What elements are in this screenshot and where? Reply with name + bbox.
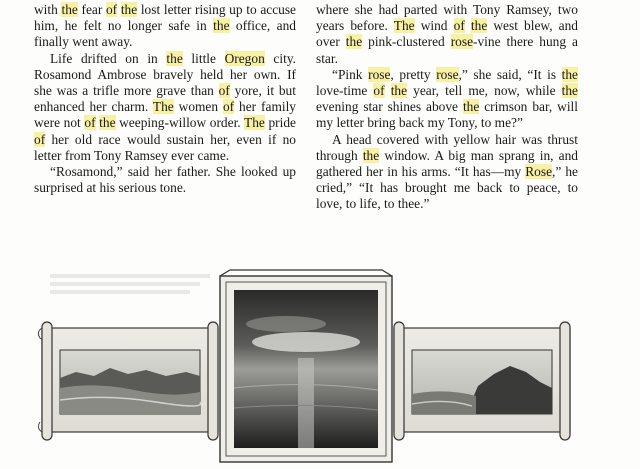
text-run: weeping-willow order. xyxy=(115,115,245,131)
highlighted-word: of xyxy=(218,83,230,99)
paragraph xyxy=(34,164,296,196)
paragraph xyxy=(316,67,578,132)
paragraph xyxy=(316,132,578,213)
text-run xyxy=(385,83,391,98)
highlighted-word: of xyxy=(222,99,235,115)
text-run: with xyxy=(34,2,62,17)
text-run: her family were not xyxy=(34,99,296,131)
center-framed-panel xyxy=(220,270,392,462)
highlighted-word: the xyxy=(120,2,138,17)
left-scroll-panel xyxy=(38,322,218,440)
highlighted-word: The xyxy=(244,115,265,131)
text-run: A head covered with yellow hair was thrust through xyxy=(316,131,578,163)
text-run: little xyxy=(182,50,225,66)
highlighted-word: The xyxy=(152,99,174,115)
highlighted-word: of xyxy=(453,18,465,34)
highlighted-word: of xyxy=(105,2,118,17)
text-run: love-time xyxy=(316,83,374,99)
highlighted-word: rose xyxy=(450,34,474,50)
article-column-right xyxy=(316,2,578,213)
text-run: Life drifted on in xyxy=(50,50,167,66)
text-run: yore, it but enhanced her charm. xyxy=(34,83,296,115)
text-run: pink-clustered xyxy=(362,34,451,50)
text-run: her old race would sustain her, even if no letter from Tony Ramsey ever came. xyxy=(34,131,296,163)
highlighted-word: of xyxy=(34,131,46,147)
text-run: office, and finally went away. xyxy=(34,18,297,50)
highlighted-word: the xyxy=(345,34,363,50)
text-run: crimson bar, will my letter bring back my Tony, to me?” xyxy=(316,99,578,131)
text-run: “Pink xyxy=(332,66,369,82)
highlighted-word: the xyxy=(561,83,578,99)
highlighted-word: the xyxy=(561,66,578,82)
highlighted-word: the xyxy=(166,50,183,66)
highlighted-word: The xyxy=(393,18,415,34)
text-run: ,” he cried,” “It has brought me back to peace, to love, to life, to thee.” xyxy=(316,164,578,212)
text-run: pride xyxy=(264,115,296,131)
text-run: “Rosamond,” said her father. She looked up surprised at his serious tone. xyxy=(34,164,296,196)
text-run: , pretty xyxy=(390,66,437,82)
text-run: evening star shines above xyxy=(316,99,463,115)
text-run: west blew, and over xyxy=(316,18,578,50)
paragraph xyxy=(34,2,296,51)
highlighted-word: of xyxy=(84,115,96,131)
text-run: wind xyxy=(414,18,454,34)
text-run: lost letter rising up to accuse him, he felt no longer safe in xyxy=(34,2,296,34)
text-run: -vine there hung a star. xyxy=(316,34,578,66)
highlighted-word: rose xyxy=(368,66,391,82)
highlighted-word: rose xyxy=(436,66,459,82)
paragraph xyxy=(316,2,578,67)
decorative-illustration xyxy=(36,268,576,464)
article-column-left xyxy=(34,2,296,196)
highlighted-word: the xyxy=(61,2,78,17)
highlighted-word: Rose xyxy=(525,164,553,180)
text-run xyxy=(465,18,471,33)
right-scroll-panel xyxy=(394,322,570,440)
text-run: year, tell me, now, while xyxy=(407,83,562,99)
text-run: where she had parted with Tony Ramsey, two years before. xyxy=(316,2,578,34)
highlighted-word: the xyxy=(213,18,230,34)
highlighted-word: the xyxy=(390,83,408,99)
text-run: fear xyxy=(77,2,106,17)
highlighted-word: the xyxy=(470,18,488,34)
text-run: women xyxy=(173,99,223,115)
text-run: ,” she said, “It is xyxy=(458,66,562,82)
highlighted-word: the xyxy=(99,115,116,131)
text-run: city. Rosamond Ambrose bravely held her own. If she was a trifle more grave than xyxy=(34,50,296,99)
highlighted-word: Oregon xyxy=(224,50,265,66)
paragraph xyxy=(34,51,296,164)
highlighted-word: the xyxy=(462,99,480,115)
highlighted-word: the xyxy=(362,147,380,163)
highlighted-word: of xyxy=(373,83,385,99)
text-run: window. A big man sprang in, and gathered her in his arms. “It has—my xyxy=(316,147,578,180)
